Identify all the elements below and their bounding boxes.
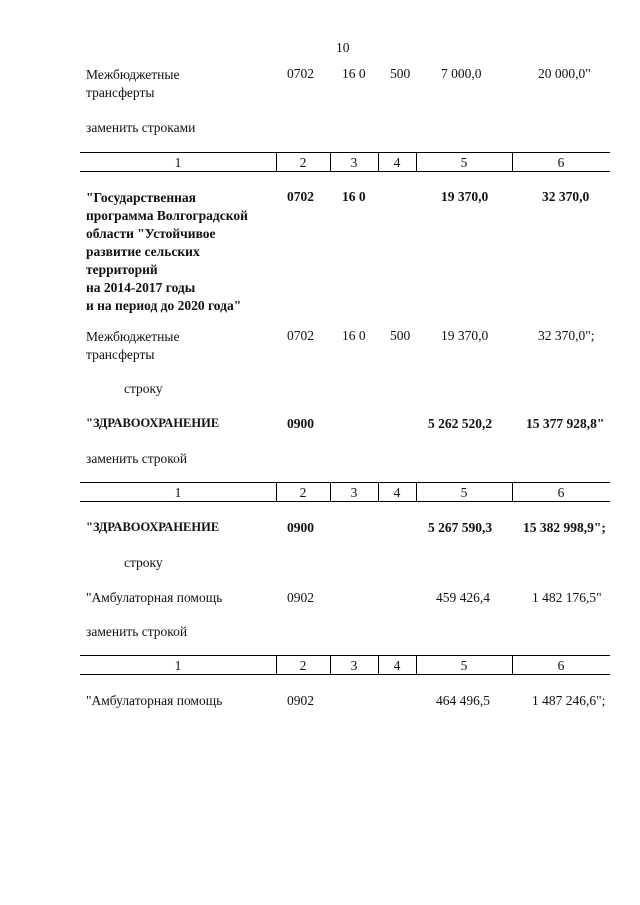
col-header-5: 5	[460, 485, 468, 500]
col-header-6: 6	[557, 658, 565, 673]
row-name-interbudget-2	[86, 328, 179, 364]
section-code: 0702	[287, 328, 314, 343]
col-header-1: 1	[174, 658, 182, 673]
value-2018: 19 370,0	[441, 328, 489, 343]
value-2018: 459 426,4	[436, 590, 490, 605]
section-code: 0702	[287, 189, 314, 204]
program-line: и на период до 2020 года"	[86, 298, 242, 313]
row-name-interbudget-1	[86, 66, 179, 102]
col-header-3: 3	[350, 658, 358, 673]
row-name-outpatient: "Амбулаторная помощь	[86, 693, 223, 708]
instruction-row-word: строку	[124, 381, 163, 396]
program-line: области "Устойчивое	[86, 226, 216, 241]
program-name	[86, 189, 248, 315]
value-2019: 1 487 246,6";	[532, 693, 606, 708]
col-header-1: 1	[174, 155, 182, 170]
row-name-healthcare: "ЗДРАВООХРАНЕНИЕ	[86, 520, 220, 534]
instruction-replace-rows: заменить строками	[86, 120, 196, 135]
col-header-6: 6	[557, 155, 565, 170]
header-top-line	[80, 655, 610, 656]
instruction-row-word: строку	[124, 555, 163, 570]
value-2019: 32 370,0";	[538, 328, 595, 343]
col-header-1: 1	[174, 485, 182, 500]
section-code: 0900	[287, 520, 314, 535]
section-code: 0702	[287, 66, 314, 81]
header-top-line	[80, 152, 610, 153]
program-line: программа Волгоградской	[86, 208, 248, 223]
value-2019: 1 482 176,5"	[532, 590, 602, 605]
program-line: "Государственная	[86, 190, 196, 205]
section-code: 0902	[287, 693, 314, 708]
value-2018: 464 496,5	[436, 693, 490, 708]
expense-type-code: 500	[390, 66, 411, 81]
col-header-6: 6	[557, 485, 565, 500]
page-number: 10	[336, 40, 350, 55]
target-code: 16 0	[342, 66, 366, 81]
col-header-3: 3	[350, 155, 358, 170]
instruction-replace-row: заменить строкой	[86, 451, 188, 466]
name-line: трансферты	[86, 347, 155, 362]
target-code: 16 0	[342, 189, 366, 204]
header-bottom-line	[80, 501, 610, 502]
value-2019: 20 000,0"	[538, 66, 591, 81]
value-2018: 7 000,0	[441, 66, 482, 81]
section-code: 0900	[287, 416, 314, 431]
row-name-outpatient: "Амбулаторная помощь	[86, 590, 223, 605]
header-top-line	[80, 482, 610, 483]
program-line: территорий	[86, 262, 158, 277]
program-line: развитие сельских	[86, 244, 200, 259]
instruction-replace-row: заменить строкой	[86, 624, 188, 639]
value-2019: 15 377 928,8"	[526, 416, 605, 431]
col-header-4: 4	[393, 155, 401, 170]
col-header-5: 5	[460, 658, 468, 673]
value-2019: 15 382 998,9";	[523, 520, 606, 535]
col-header-2: 2	[299, 155, 307, 170]
col-header-2: 2	[299, 485, 307, 500]
col-header-3: 3	[350, 485, 358, 500]
col-header-4: 4	[393, 485, 401, 500]
program-line: на 2014-2017 годы	[86, 280, 196, 295]
col-header-2: 2	[299, 658, 307, 673]
name-line: Межбюджетные	[86, 329, 180, 344]
col-header-5: 5	[460, 155, 468, 170]
value-2018: 19 370,0	[441, 189, 489, 204]
expense-type-code: 500	[390, 328, 411, 343]
section-code: 0902	[287, 590, 314, 605]
value-2018: 5 262 520,2	[428, 416, 493, 431]
row-name-healthcare: "ЗДРАВООХРАНЕНИЕ	[86, 416, 220, 430]
header-bottom-line	[80, 674, 610, 675]
value-2019: 32 370,0	[542, 189, 590, 204]
col-header-4: 4	[393, 658, 401, 673]
value-2018: 5 267 590,3	[428, 520, 493, 535]
target-code: 16 0	[342, 328, 366, 343]
name-line: Межбюджетные	[86, 67, 180, 82]
name-line: трансферты	[86, 85, 155, 100]
header-bottom-line	[80, 171, 610, 172]
